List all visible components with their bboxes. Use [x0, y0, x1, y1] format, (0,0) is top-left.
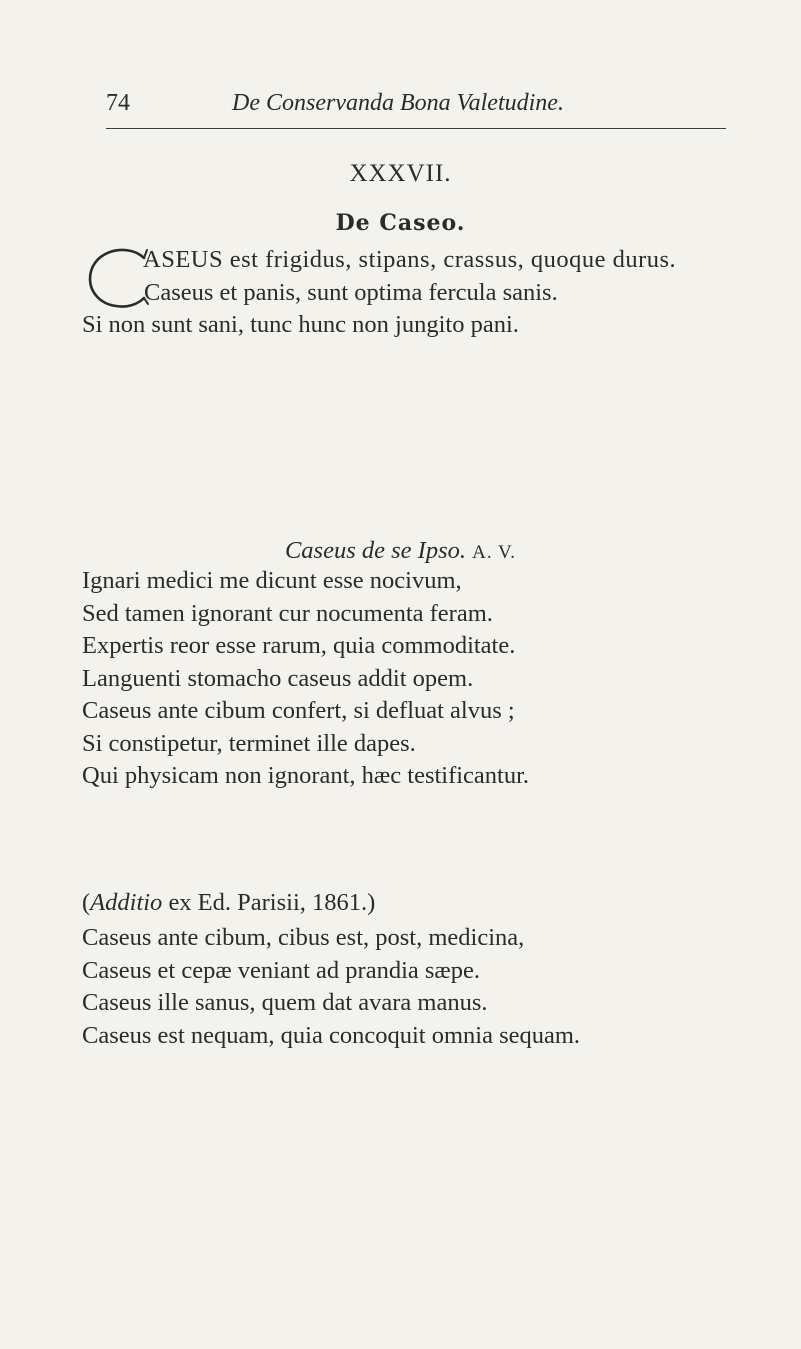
verse-line: Ignari medici me dicunt esse nocivum,	[82, 567, 462, 594]
heading-additio-source: ex Ed. Parisii, 1861.)	[168, 889, 376, 916]
chapter-number: XXXVII.	[349, 160, 452, 187]
page-number: 74	[106, 90, 130, 116]
verse-line: Qui physicam non ignorant, hæc testificantur.	[82, 762, 530, 789]
section-heading-caseus-de-se-ipso	[0, 537, 801, 565]
verse-line: ASEUS est frigidus, stipans, crassus, quoque durus.	[143, 246, 677, 273]
stanza-additio	[82, 922, 580, 1052]
verse-line: Caseus ille sanus, quem dat avara manus.	[82, 989, 488, 1016]
verse-line: Caseus ante cibum, cibus est, post, medicina,	[82, 924, 525, 951]
verse-line: Expertis reor esse rarum, quia commoditate.	[82, 632, 516, 659]
section-heading-attribution: A. V.	[472, 542, 517, 563]
verse-line: Caseus et panis, sunt optima fercula sanis.	[144, 278, 558, 306]
verse-line: Si non sunt sani, tunc hunc non jungito pani.	[82, 311, 519, 338]
header-rule	[106, 128, 726, 129]
verse-line: Caseus et cepæ veniant ad prandia sæpe.	[82, 956, 481, 984]
verse-line: Caseus est nequam, quia concoquit omnia sequam.	[82, 1021, 581, 1049]
stanza-de-caseo	[82, 244, 676, 342]
heading-open-paren: (	[82, 889, 91, 916]
verse-line: Caseus ante cibum confert, si defluat alvus ;	[82, 697, 515, 724]
verse-line: Si constipetur, terminet ille dapes.	[82, 729, 416, 757]
section-heading-additio	[82, 889, 375, 917]
heading-additio-word: Additio	[90, 889, 163, 916]
stanza-caseus-de-se-ipso	[82, 565, 529, 793]
verse-line: Languenti stomacho caseus addit opem.	[82, 664, 474, 692]
chapter-subtitle: De Caseo.	[335, 210, 466, 236]
running-head	[106, 88, 726, 128]
verse-line: Sed tamen ignorant cur nocumenta feram.	[82, 599, 493, 627]
running-title: De Conservanda Bona Valetudine.	[232, 90, 564, 116]
section-heading-title: Caseus de se Ipso.	[284, 537, 466, 564]
